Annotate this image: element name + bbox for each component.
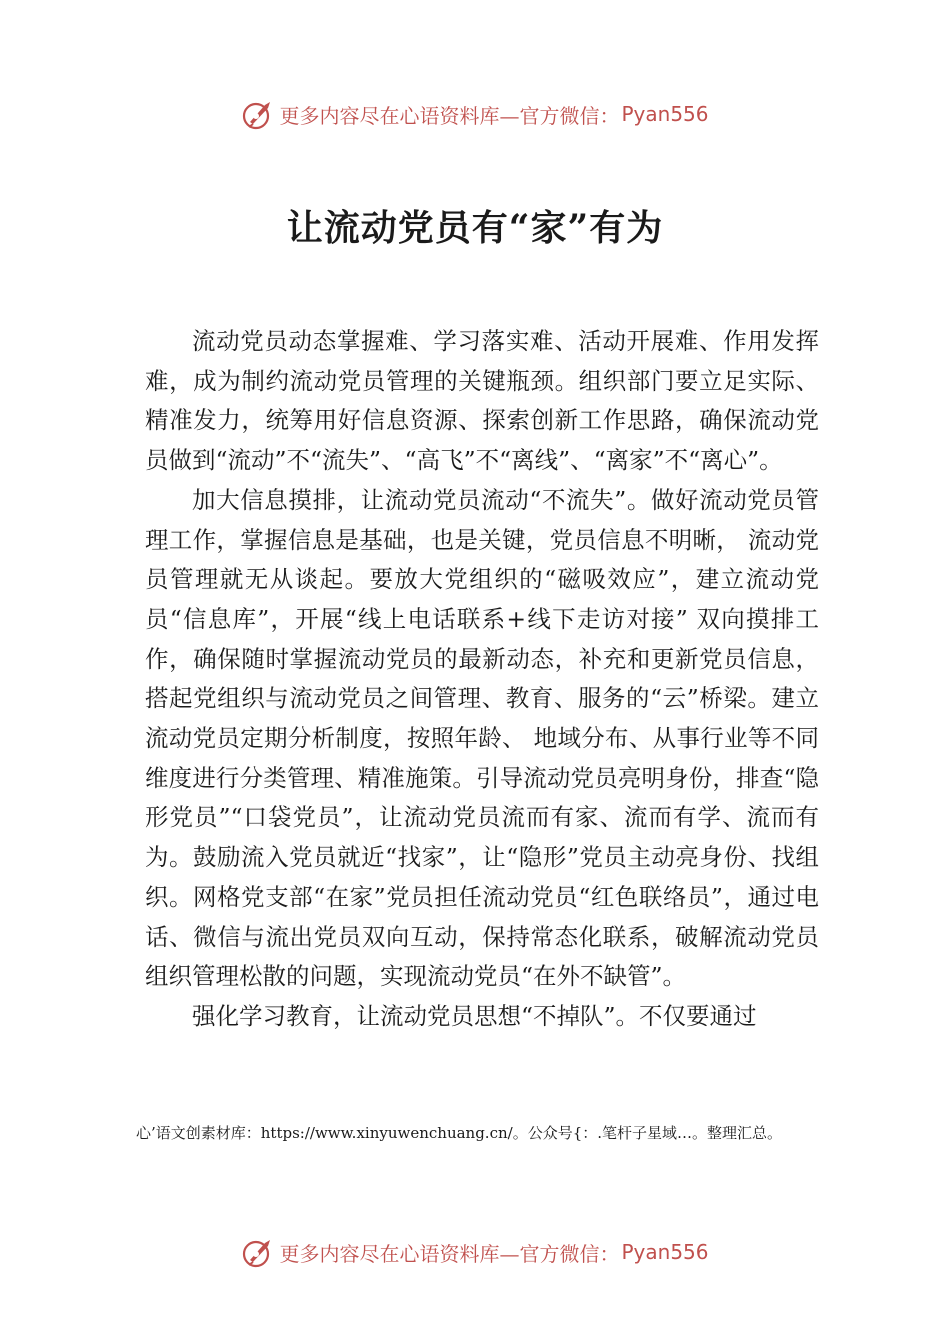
source-note: 心’语文创素材库：https://www.xinyuwenchuang.cn/。公众号{：.笔杆子星域…。整理汇总。 <box>136 1124 783 1142</box>
watermark-wechat-id: Pyan556 <box>621 1240 709 1264</box>
document-body <box>145 322 819 1037</box>
pen-nib-icon <box>241 1235 275 1269</box>
paragraph-information: 加大信息摸排，让流动党员流动“不流失”。做好流动党员管理工作，掌握信息是基础，也是关键，党员信息不明晰， 流动党员管理就无从谈起。要放大党组织的“磁吸效应”，建立流动党员“信息库”，开展“线上电话联系+线下走访对接” 双向摸排工作，确保随时掌握流动党员的最新动态，补充和更新党员信息，搭起党组织与流动党员之间管理、教育、服务的“云”桥梁。建立流动党员定期分析制度，按照年龄、 地域分布、从事行业等不同维度进行分类管理、精准施策。引导流动党员亮明身份，排查“隐形党员”“口袋党员”，让流动党员流而有家、流而有学、流而有为。鼓励流入党员就近“找家”，让“隐形”党员主动亮身份、找组织。网格党支部“在家”党员担任流动党员“红色联络员”，通过电话、微信与流出党员双向互动，保持常态化联系，破解流动党员组织管理松散的问题，实现流动党员“在外不缺管”。 <box>145 485 819 991</box>
pen-nib-icon <box>241 97 275 131</box>
paragraph-intro: 流动党员动态掌握难、学习落实难、活动开展难、作用发挥难，成为制约流动党员管理的关键瓶颈。组织部门要立足实际、精准发力，统筹用好信息资源、探索创新工作思路，确保流动党员做到“流动”不“流失”、“高飞”不“离线”、“离家”不“离心”。 <box>145 327 819 475</box>
document-title: 让流动党员有“家”有为 <box>286 207 664 249</box>
watermark-text: 更多内容尽在心语资料库—官方微信： <box>279 103 620 128</box>
watermark-wechat-id: Pyan556 <box>621 102 709 126</box>
paragraph-education: 强化学习教育，让流动党员思想“不掉队”。不仅要通过 <box>192 1001 757 1030</box>
watermark-header <box>0 94 950 134</box>
watermark-text: 更多内容尽在心语资料库—官方微信： <box>279 1241 620 1266</box>
watermark-footer <box>0 1232 950 1272</box>
